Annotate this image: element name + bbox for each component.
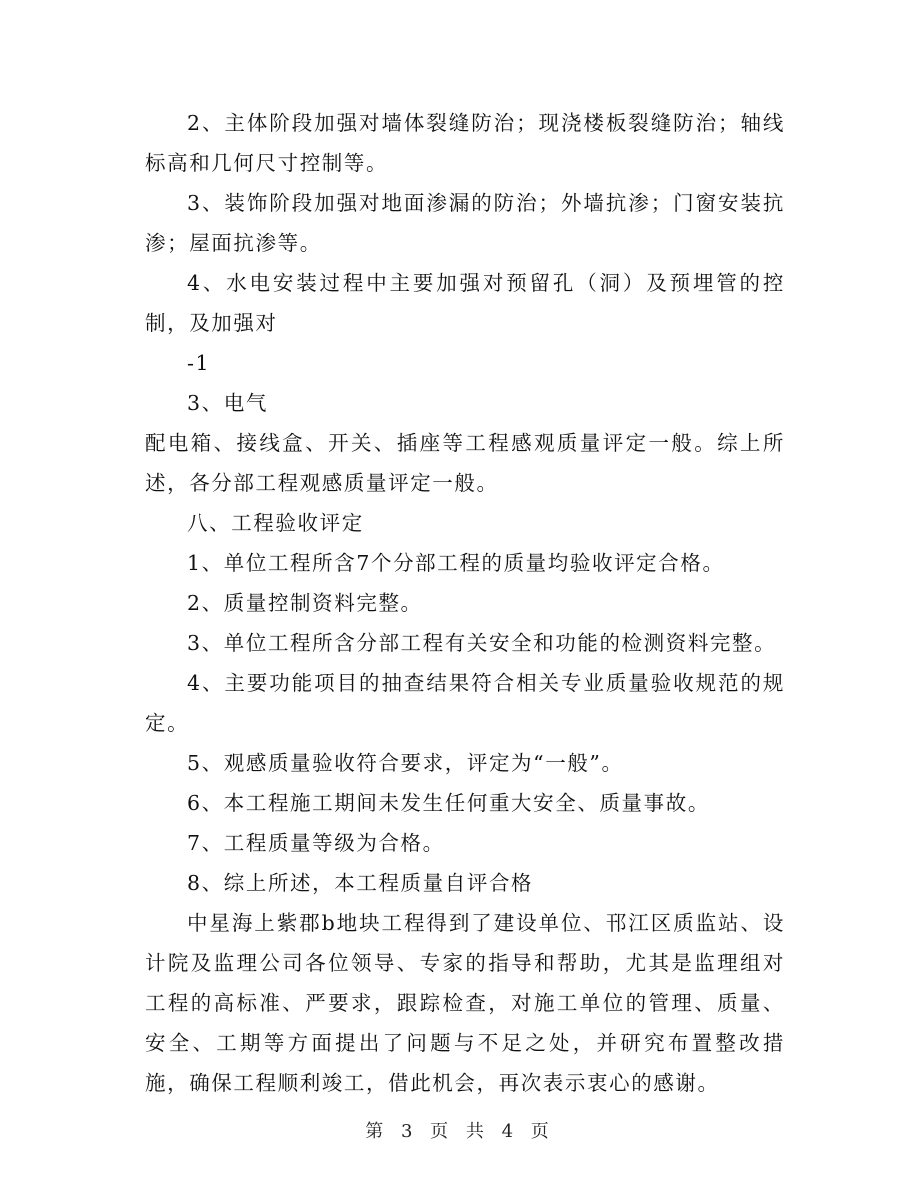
closing-paragraph: 中星海上紫郡b地块工程得到了建设单位、邗江区质监站、设计院及监理公司各位领导、专家的指导和帮助，尤其是监理组对工程的高标准、严要求，跟踪检查，对施工单位的管理、质量、安全、工期等方面提出了问题与不足之处，并研究布置整改措施，确保工程顺利竣工，借此机会，再次表示衷心的感谢。 (145, 911, 785, 1095)
list-item: 5、观感质量验收符合要求，评定为“一般”。 (187, 751, 624, 775)
list-item: 1、单位工程所含7个分部工程的质量均验收评定合格。 (187, 551, 725, 575)
list-item: 2、质量控制资料完整。 (187, 591, 423, 615)
list-item: 6、本工程施工期间未发生任何重大安全、质量事故。 (187, 791, 710, 815)
section-heading: 八、工程验收评定 (187, 511, 364, 535)
list-item: 7、工程质量等级为合格。 (187, 831, 445, 855)
paragraph-1: 2、主体阶段加强对墙体裂缝防治；现浇楼板裂缝防治；轴线标高和几何尺寸控制等。 (145, 111, 785, 175)
list-item: 8、综上所述，本工程质量自评合格 (187, 871, 534, 895)
list-item: 4、主要功能项目的抽查结果符合相关专业质量验收规范的规定。 (145, 671, 785, 735)
paragraph-6: 配电箱、接线盒、开关、插座等工程感观质量评定一般。综上所述，各分部工程观感质量评定一般。 (145, 431, 785, 495)
page-number-footer: 第 3 页 共 4 页 (365, 1121, 555, 1142)
document-body (145, 103, 785, 1103)
paragraph-3: 4、水电安装过程中主要加强对预留孔（洞）及预埋管的控制，及加强对 (145, 271, 785, 335)
paragraph-5: 3、电气 (187, 391, 268, 415)
list-item: 3、单位工程所含分部工程有关安全和功能的检测资料完整。 (187, 631, 777, 655)
paragraph-2: 3、装饰阶段加强对地面渗漏的防治；外墙抗渗；门窗安装抗渗；屋面抗渗等。 (145, 191, 785, 255)
paragraph-4: -1 (187, 351, 211, 375)
